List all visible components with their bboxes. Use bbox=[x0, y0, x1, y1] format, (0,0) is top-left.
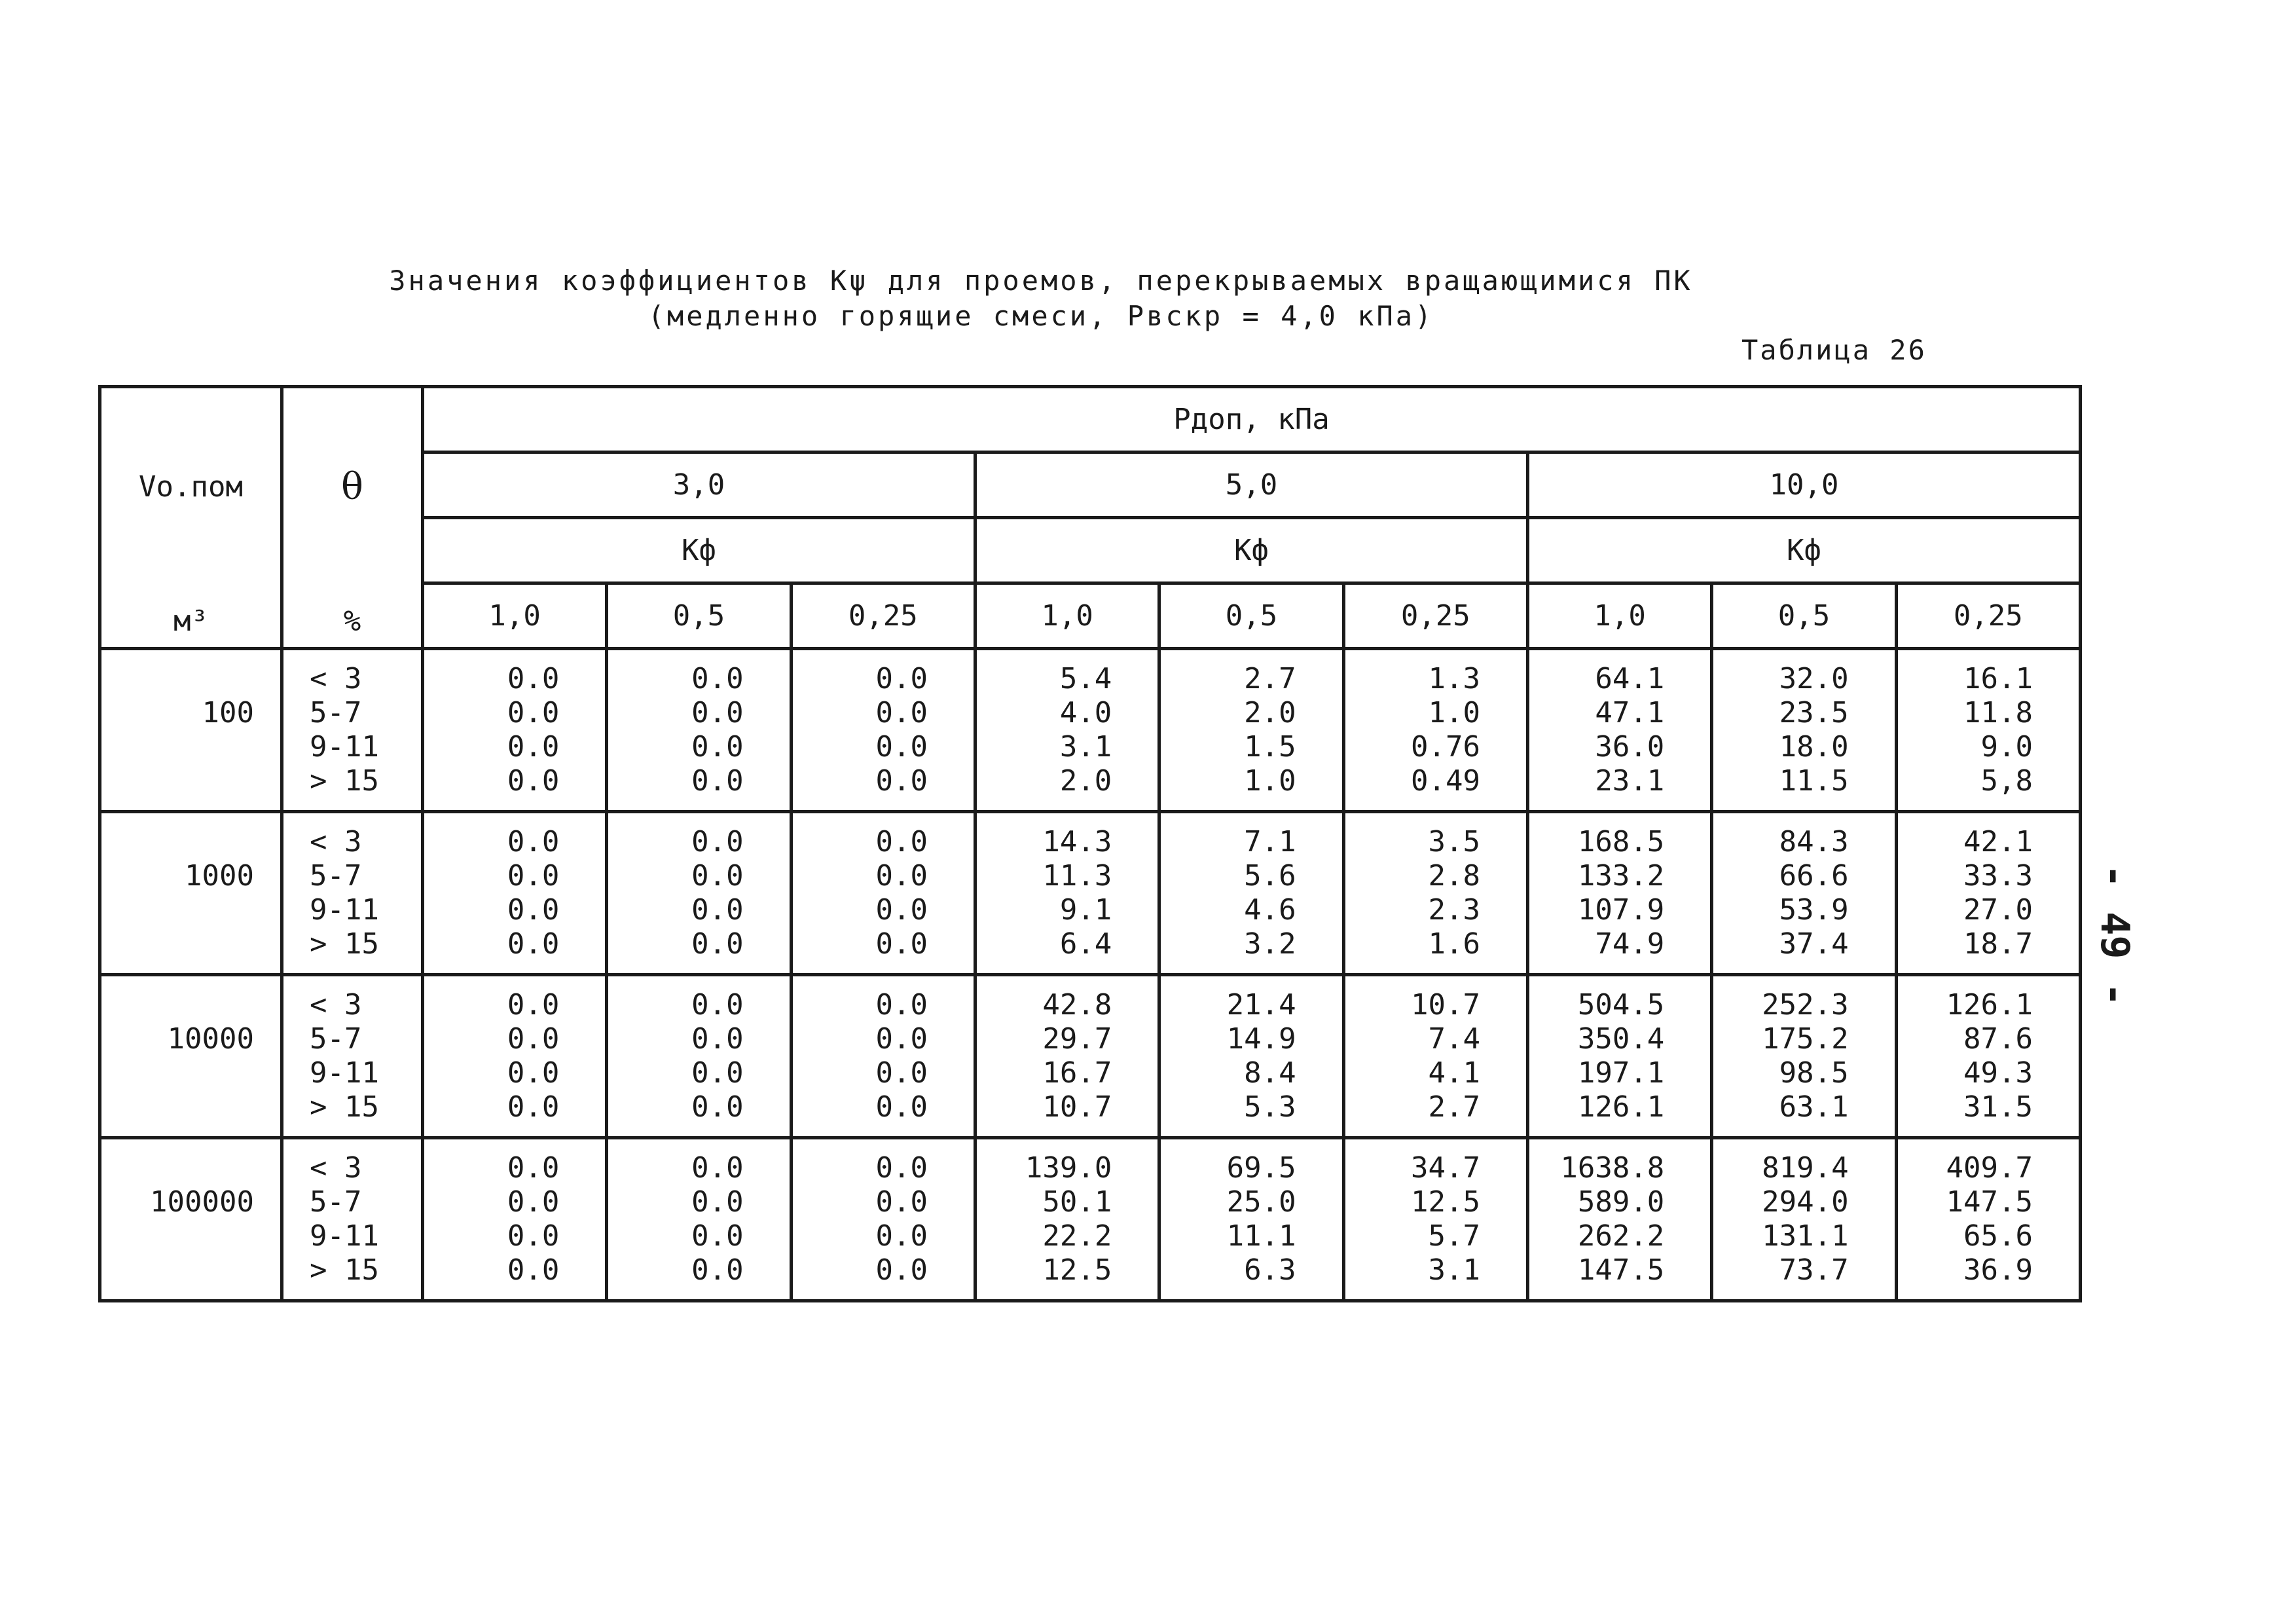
coefficient-value: 12.5 bbox=[1042, 1253, 1112, 1287]
coefficient-value: 6.3 bbox=[1244, 1253, 1296, 1287]
coefficient-value: 0.0 bbox=[507, 1151, 560, 1185]
coefficient-value: 197.1 bbox=[1577, 1056, 1665, 1090]
coefficient-value: 350.4 bbox=[1577, 1022, 1665, 1056]
coefficient-value: 5,8 bbox=[1980, 764, 2033, 798]
k-header: Kф bbox=[423, 518, 975, 583]
coefficient-value: 18.0 bbox=[1779, 730, 1849, 764]
coefficient-value: 42.8 bbox=[1042, 988, 1112, 1022]
coefficient-value: 37.4 bbox=[1779, 927, 1849, 961]
coefficient-value: 126.1 bbox=[1577, 1090, 1665, 1124]
coefficient-value: 0.0 bbox=[875, 1022, 928, 1056]
coefficient-value: 0.0 bbox=[507, 825, 560, 858]
coefficient-value: 504.5 bbox=[1577, 988, 1665, 1022]
coefficient-value: 21.4 bbox=[1226, 988, 1296, 1022]
theta-range: > 15 bbox=[310, 1090, 379, 1124]
volume-header bbox=[100, 387, 282, 649]
coefficient-value: 11.5 bbox=[1779, 764, 1849, 798]
coefficient-value: 0.0 bbox=[507, 1090, 560, 1124]
coefficient-value: 14.3 bbox=[1042, 825, 1112, 858]
coefficient-value: 0.0 bbox=[875, 730, 928, 764]
coefficient-value: 0.0 bbox=[507, 1056, 560, 1090]
theta-range: 5-7 bbox=[310, 696, 362, 729]
coefficient-value: 23.5 bbox=[1779, 696, 1849, 729]
value-cell bbox=[1343, 649, 1527, 812]
coefficient-value: 11.3 bbox=[1042, 859, 1112, 893]
table-row bbox=[100, 812, 2081, 975]
coefficient-value: 0.0 bbox=[875, 1090, 928, 1124]
coefficient-value: 0.0 bbox=[507, 893, 560, 927]
coefficient-value: 2.7 bbox=[1428, 1090, 1480, 1124]
value-cell bbox=[791, 1138, 975, 1301]
coefficient-value: 6.4 bbox=[1059, 927, 1112, 961]
coefficient-value: 12.5 bbox=[1411, 1185, 1480, 1219]
coefficient-value: 0.0 bbox=[691, 1253, 744, 1287]
coefficient-value: 65.6 bbox=[1963, 1219, 2033, 1253]
table-row bbox=[100, 649, 2081, 812]
coefficient-value: 8.4 bbox=[1244, 1056, 1296, 1090]
value-cell bbox=[423, 812, 607, 975]
value-cell bbox=[791, 975, 975, 1138]
coefficient-value: 3.5 bbox=[1428, 825, 1480, 858]
coefficient-value: 66.6 bbox=[1779, 859, 1849, 893]
coefficient-value: 0.0 bbox=[875, 825, 928, 858]
coefficient-value: 0.0 bbox=[507, 1185, 560, 1219]
coefficient-value: 7.4 bbox=[1428, 1022, 1480, 1056]
coefficient-value: 2.7 bbox=[1244, 662, 1296, 695]
coefficient-value: 0.0 bbox=[875, 893, 928, 927]
theta-cell bbox=[282, 1138, 423, 1301]
value-cell bbox=[1527, 1138, 1711, 1301]
coefficient-value: 22.2 bbox=[1042, 1219, 1112, 1253]
coefficient-value: 0.0 bbox=[691, 859, 744, 893]
coefficient-value: 10.7 bbox=[1042, 1090, 1112, 1124]
coefficient-value: 7.1 bbox=[1244, 825, 1296, 858]
coefficient-value: 0.0 bbox=[691, 764, 744, 798]
table-row bbox=[100, 975, 2081, 1138]
coefficient-value: 98.5 bbox=[1779, 1056, 1849, 1090]
value-cell bbox=[1712, 649, 1896, 812]
coefficients-table bbox=[98, 385, 2082, 1302]
coefficient-value: 1.6 bbox=[1428, 927, 1480, 961]
coefficient-value: 0.0 bbox=[691, 825, 744, 858]
coefficient-value: 16.7 bbox=[1042, 1056, 1112, 1090]
k-value-header: 0,25 bbox=[791, 583, 975, 649]
k-value-header: 0,5 bbox=[1712, 583, 1896, 649]
coefficient-value: 0.0 bbox=[875, 988, 928, 1022]
coefficient-value: 0.0 bbox=[875, 662, 928, 695]
value-cell bbox=[1159, 649, 1343, 812]
coefficient-value: 409.7 bbox=[1946, 1151, 2033, 1185]
coefficient-value: 168.5 bbox=[1577, 825, 1665, 858]
value-cell bbox=[1896, 1138, 2080, 1301]
value-cell bbox=[1159, 812, 1343, 975]
value-cell bbox=[607, 975, 791, 1138]
table-title: Значения коэффициентов Kψ для проемов, перекрываемых вращающимися ПК bbox=[389, 265, 1693, 297]
coefficient-value: 0.0 bbox=[507, 1253, 560, 1287]
coefficient-value: 0.0 bbox=[875, 859, 928, 893]
coefficient-value: 33.3 bbox=[1963, 859, 2033, 893]
coefficient-value: 9.1 bbox=[1059, 893, 1112, 927]
theta-unit: % bbox=[343, 604, 361, 638]
volume-cell bbox=[100, 812, 282, 975]
k-value-header: 0,25 bbox=[1343, 583, 1527, 649]
coefficient-value: 0.0 bbox=[691, 927, 744, 961]
value-cell bbox=[975, 649, 1159, 812]
coefficient-value: 64.1 bbox=[1595, 662, 1665, 695]
k-header: Kф bbox=[975, 518, 1527, 583]
theta-range: > 15 bbox=[310, 764, 379, 798]
theta-range: < 3 bbox=[310, 825, 362, 858]
coefficient-value: 4.0 bbox=[1059, 696, 1112, 729]
volume-label: Vo.пом bbox=[139, 470, 243, 504]
volume-cell bbox=[100, 649, 282, 812]
coefficient-value: 23.1 bbox=[1595, 764, 1665, 798]
theta-header bbox=[282, 387, 423, 649]
volume-value: 100000 bbox=[150, 1185, 254, 1219]
coefficient-value: 36.0 bbox=[1595, 730, 1665, 764]
coefficient-value: 4.6 bbox=[1244, 893, 1296, 927]
theta-range: > 15 bbox=[310, 1253, 379, 1287]
coefficient-value: 0.49 bbox=[1411, 764, 1480, 798]
coefficient-value: 0.0 bbox=[875, 1219, 928, 1253]
theta-range: 5-7 bbox=[310, 859, 362, 893]
coefficient-value: 107.9 bbox=[1577, 893, 1665, 927]
coefficient-value: 31.5 bbox=[1963, 1090, 2033, 1124]
coefficient-value: 25.0 bbox=[1226, 1185, 1296, 1219]
table-row bbox=[100, 1138, 2081, 1301]
coefficient-value: 36.9 bbox=[1963, 1253, 2033, 1287]
coefficient-value: 11.1 bbox=[1226, 1219, 1296, 1253]
coefficient-value: 819.4 bbox=[1762, 1151, 1849, 1185]
value-cell bbox=[1712, 1138, 1896, 1301]
theta-label: θ bbox=[341, 466, 363, 508]
coefficient-value: 147.5 bbox=[1946, 1185, 2033, 1219]
coefficient-value: 0.0 bbox=[691, 893, 744, 927]
value-cell bbox=[1343, 975, 1527, 1138]
coefficient-value: 0.76 bbox=[1411, 730, 1480, 764]
coefficient-value: 3.1 bbox=[1059, 730, 1112, 764]
coefficient-value: 589.0 bbox=[1577, 1185, 1665, 1219]
coefficient-value: 0.0 bbox=[875, 1253, 928, 1287]
coefficient-value: 3.1 bbox=[1428, 1253, 1480, 1287]
coefficient-value: 87.6 bbox=[1963, 1022, 2033, 1056]
value-cell bbox=[975, 975, 1159, 1138]
coefficient-value: 0.0 bbox=[875, 696, 928, 729]
theta-range: < 3 bbox=[310, 662, 362, 695]
table-number: Таблица 26 bbox=[1741, 334, 1927, 366]
coefficient-value: 0.0 bbox=[507, 730, 560, 764]
coefficient-value: 0.0 bbox=[691, 1022, 744, 1056]
coefficient-value: 1.5 bbox=[1244, 730, 1296, 764]
coefficient-value: 0.0 bbox=[875, 1151, 928, 1185]
pressure-10-header: 10,0 bbox=[1527, 452, 2080, 518]
coefficient-value: 2.3 bbox=[1428, 893, 1480, 927]
k-value-header: 1,0 bbox=[1527, 583, 1711, 649]
coefficient-value: 0.0 bbox=[507, 764, 560, 798]
coefficient-value: 16.1 bbox=[1963, 662, 2033, 695]
value-cell bbox=[423, 649, 607, 812]
coefficient-value: 1.0 bbox=[1244, 764, 1296, 798]
coefficient-value: 84.3 bbox=[1779, 825, 1849, 858]
value-cell bbox=[1527, 975, 1711, 1138]
k-value-header: 0,25 bbox=[1896, 583, 2080, 649]
value-cell bbox=[1159, 1138, 1343, 1301]
value-cell bbox=[423, 975, 607, 1138]
coefficient-value: 3.2 bbox=[1244, 927, 1296, 961]
value-cell bbox=[1527, 649, 1711, 812]
coefficient-value: 2.0 bbox=[1244, 696, 1296, 729]
coefficient-value: 32.0 bbox=[1779, 662, 1849, 695]
value-cell bbox=[1712, 812, 1896, 975]
theta-cell bbox=[282, 812, 423, 975]
coefficient-value: 18.7 bbox=[1963, 927, 2033, 961]
coefficient-value: 252.3 bbox=[1762, 988, 1849, 1022]
coefficient-value: 50.1 bbox=[1042, 1185, 1112, 1219]
coefficient-value: 42.1 bbox=[1963, 825, 2033, 858]
theta-range: 9-11 bbox=[310, 893, 379, 927]
k-value-header: 1,0 bbox=[423, 583, 607, 649]
coefficient-value: 29.7 bbox=[1042, 1022, 1112, 1056]
value-cell bbox=[1896, 975, 2080, 1138]
coefficient-value: 0.0 bbox=[507, 927, 560, 961]
k-header: Kф bbox=[1527, 518, 2080, 583]
volume-cell bbox=[100, 975, 282, 1138]
pdop-header: Рдоп, кПа bbox=[423, 387, 2081, 452]
coefficient-value: 0.0 bbox=[507, 988, 560, 1022]
pressure-3-header: 3,0 bbox=[423, 452, 975, 518]
coefficient-value: 0.0 bbox=[691, 988, 744, 1022]
volume-value: 1000 bbox=[185, 859, 254, 893]
volume-cell bbox=[100, 1138, 282, 1301]
k-value-header: 0,5 bbox=[607, 583, 791, 649]
coefficient-value: 131.1 bbox=[1762, 1219, 1849, 1253]
coefficient-value: 74.9 bbox=[1595, 927, 1665, 961]
coefficient-value: 0.0 bbox=[875, 1185, 928, 1219]
theta-range: 9-11 bbox=[310, 730, 379, 764]
coefficient-value: 0.0 bbox=[691, 730, 744, 764]
value-cell bbox=[1896, 649, 2080, 812]
coefficient-value: 10.7 bbox=[1411, 988, 1480, 1022]
k-value-header: 0,5 bbox=[1159, 583, 1343, 649]
value-cell bbox=[1527, 812, 1711, 975]
coefficient-value: 34.7 bbox=[1411, 1151, 1480, 1185]
theta-cell bbox=[282, 975, 423, 1138]
volume-unit: м³ bbox=[173, 604, 208, 638]
coefficient-value: 63.1 bbox=[1779, 1090, 1849, 1124]
theta-range: < 3 bbox=[310, 988, 362, 1022]
coefficient-value: 0.0 bbox=[691, 662, 744, 695]
page-number: - 49 - bbox=[2092, 864, 2138, 1006]
pressure-5-header: 5,0 bbox=[975, 452, 1527, 518]
coefficient-value: 262.2 bbox=[1577, 1219, 1665, 1253]
value-cell bbox=[607, 649, 791, 812]
coefficient-value: 0.0 bbox=[507, 859, 560, 893]
theta-cell bbox=[282, 649, 423, 812]
theta-range: 5-7 bbox=[310, 1022, 362, 1056]
coefficient-value: 27.0 bbox=[1963, 893, 2033, 927]
coefficient-value: 0.0 bbox=[875, 927, 928, 961]
coefficient-value: 175.2 bbox=[1762, 1022, 1849, 1056]
theta-range: < 3 bbox=[310, 1151, 362, 1185]
coefficient-value: 5.4 bbox=[1059, 662, 1112, 695]
coefficient-value: 4.1 bbox=[1428, 1056, 1480, 1090]
theta-range: 9-11 bbox=[310, 1219, 379, 1253]
coefficient-value: 0.0 bbox=[691, 696, 744, 729]
coefficient-value: 2.8 bbox=[1428, 859, 1480, 893]
coefficient-value: 5.7 bbox=[1428, 1219, 1480, 1253]
coefficient-value: 1.0 bbox=[1428, 696, 1480, 729]
value-cell bbox=[607, 1138, 791, 1301]
coefficient-value: 1638.8 bbox=[1560, 1151, 1665, 1185]
table-subtitle: (медленно горящие смеси, Рвскр = 4,0 кПа) bbox=[647, 300, 1434, 332]
coefficient-value: 0.0 bbox=[691, 1185, 744, 1219]
value-cell bbox=[791, 649, 975, 812]
volume-value: 10000 bbox=[167, 1022, 254, 1056]
coefficient-value: 47.1 bbox=[1595, 696, 1665, 729]
value-cell bbox=[1159, 975, 1343, 1138]
k-value-header: 1,0 bbox=[975, 583, 1159, 649]
value-cell bbox=[1343, 1138, 1527, 1301]
coefficient-value: 9.0 bbox=[1980, 730, 2033, 764]
coefficient-value: 0.0 bbox=[507, 1219, 560, 1253]
coefficient-value: 69.5 bbox=[1226, 1151, 1296, 1185]
coefficient-value: 0.0 bbox=[507, 662, 560, 695]
coefficient-value: 0.0 bbox=[875, 1056, 928, 1090]
value-cell bbox=[975, 812, 1159, 975]
coefficient-value: 11.8 bbox=[1963, 696, 2033, 729]
coefficient-value: 1.3 bbox=[1428, 662, 1480, 695]
theta-range: 9-11 bbox=[310, 1056, 379, 1090]
coefficient-value: 126.1 bbox=[1946, 988, 2033, 1022]
value-cell bbox=[1343, 812, 1527, 975]
coefficient-value: 49.3 bbox=[1963, 1056, 2033, 1090]
coefficient-value: 0.0 bbox=[691, 1219, 744, 1253]
value-cell bbox=[607, 812, 791, 975]
coefficient-value: 0.0 bbox=[507, 696, 560, 729]
theta-range: 5-7 bbox=[310, 1185, 362, 1219]
volume-value: 100 bbox=[202, 696, 254, 729]
coefficient-value: 5.3 bbox=[1244, 1090, 1296, 1124]
value-cell bbox=[1712, 975, 1896, 1138]
coefficient-value: 2.0 bbox=[1059, 764, 1112, 798]
coefficient-value: 53.9 bbox=[1779, 893, 1849, 927]
coefficient-value: 0.0 bbox=[507, 1022, 560, 1056]
value-cell bbox=[975, 1138, 1159, 1301]
coefficient-value: 147.5 bbox=[1577, 1253, 1665, 1287]
coefficient-value: 294.0 bbox=[1762, 1185, 1849, 1219]
coefficient-value: 5.6 bbox=[1244, 859, 1296, 893]
coefficient-value: 0.0 bbox=[691, 1151, 744, 1185]
value-cell bbox=[423, 1138, 607, 1301]
coefficient-value: 0.0 bbox=[691, 1090, 744, 1124]
coefficient-value: 73.7 bbox=[1779, 1253, 1849, 1287]
coefficient-value: 133.2 bbox=[1577, 859, 1665, 893]
value-cell bbox=[1896, 812, 2080, 975]
coefficient-value: 0.0 bbox=[691, 1056, 744, 1090]
coefficient-value: 139.0 bbox=[1025, 1151, 1112, 1185]
coefficient-value: 0.0 bbox=[875, 764, 928, 798]
coefficient-value: 14.9 bbox=[1226, 1022, 1296, 1056]
theta-range: > 15 bbox=[310, 927, 379, 961]
value-cell bbox=[791, 812, 975, 975]
